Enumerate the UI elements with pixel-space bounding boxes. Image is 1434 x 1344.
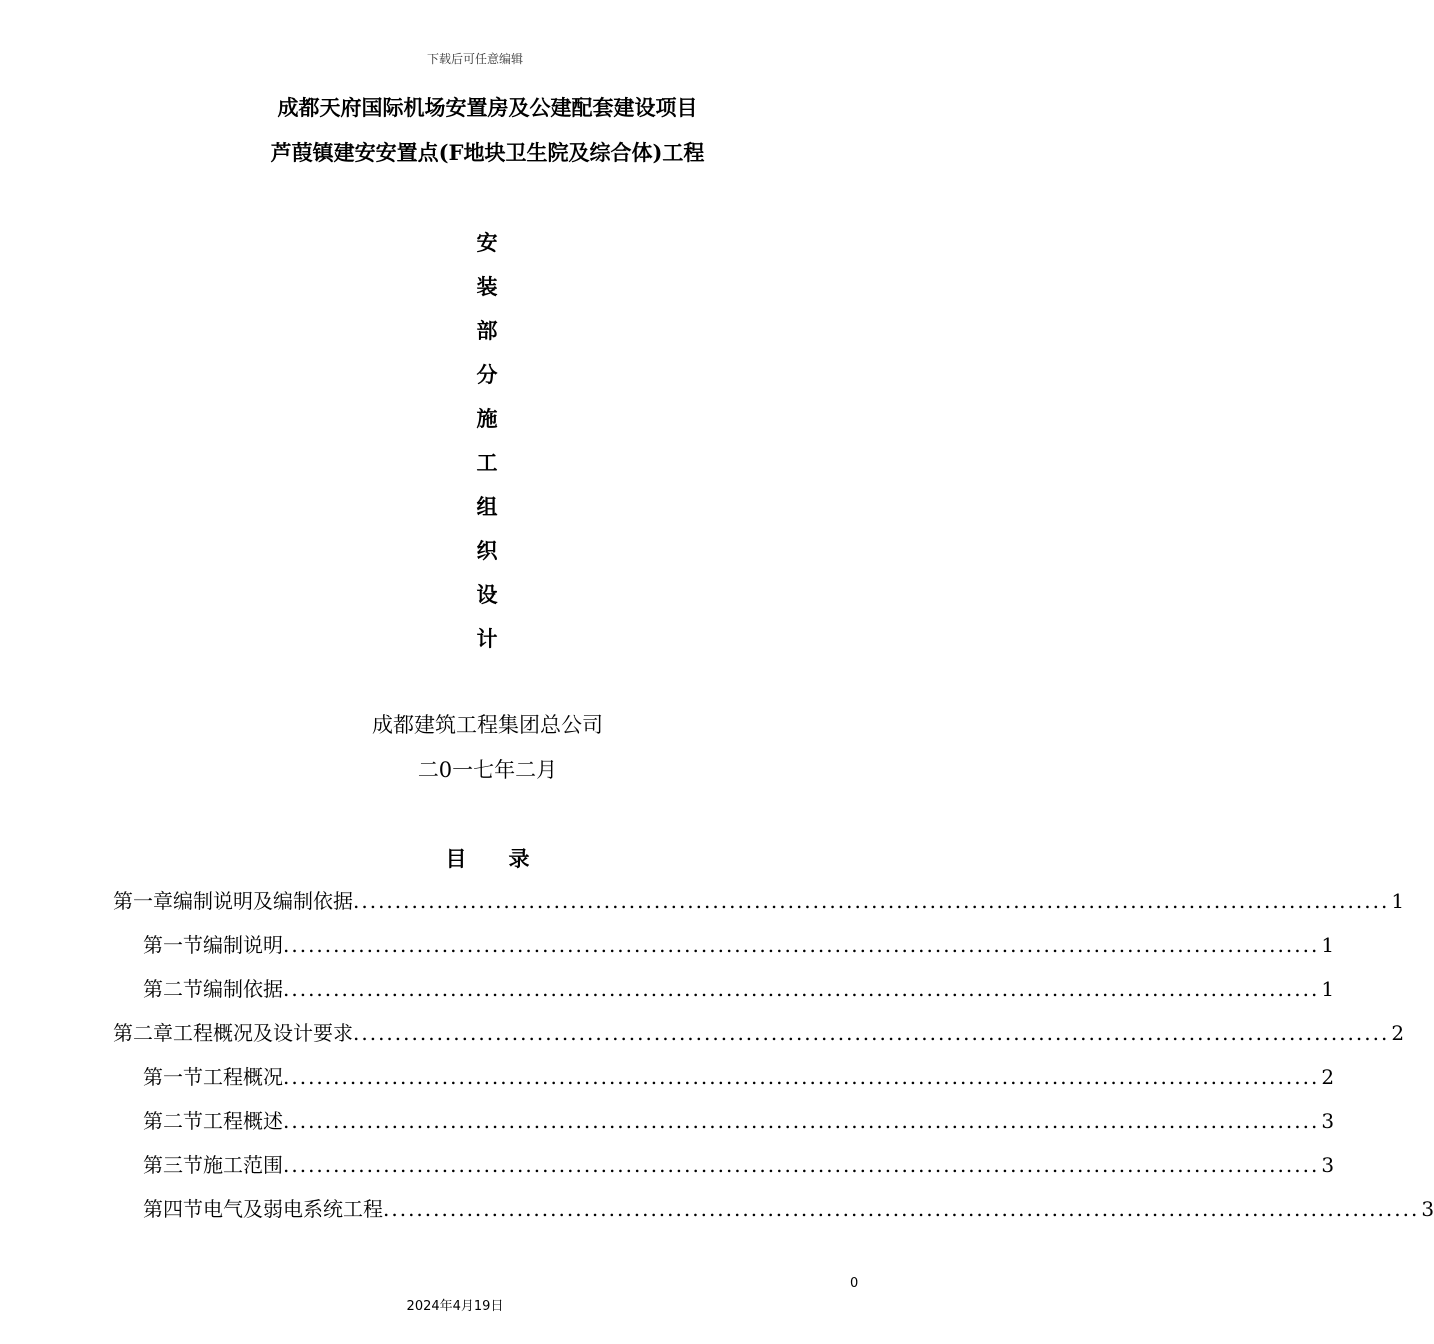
toc-entry[interactable] [113, 1150, 1335, 1194]
document-title-line-1: 成都天府国际机场安置房及公建配套建设项目 [277, 95, 698, 120]
toc-entry-page: 1 [1321, 977, 1335, 1001]
toc-entry-number: 第四节 [143, 1197, 203, 1221]
toc-entry-number: 第三节 [143, 1153, 203, 1177]
header-note: 下载后可任意编辑 [426, 52, 523, 66]
toc-entry[interactable] [113, 974, 1335, 1018]
vertical-title-char: 安 [476, 230, 498, 255]
document-title-line-2: 芦葭镇建安安置点(F地块卫生院及综合体)工程 [270, 140, 705, 165]
vertical-title-char: 施 [476, 406, 498, 431]
toc-entry-page: 2 [1321, 1065, 1335, 1089]
toc-leader: ............................................................................................................................ [283, 933, 1320, 957]
vertical-title-char: 设 [476, 582, 498, 607]
toc-leader: ............................................................................................................................ [283, 1109, 1320, 1133]
toc-entry-label: 编制说明及编制依据 [173, 889, 353, 913]
vertical-title [470, 228, 504, 668]
toc-entry-page: 2 [1391, 1021, 1405, 1045]
toc-entry[interactable] [113, 1062, 1335, 1106]
toc-entry-number: 第一节 [143, 933, 203, 957]
vertical-title-char: 织 [476, 538, 498, 563]
toc-entry-label: 工程概述 [203, 1109, 283, 1133]
toc-entry-page: 1 [1391, 889, 1405, 913]
vertical-title-char: 计 [476, 626, 498, 651]
toc-entry-number: 第一节 [143, 1065, 203, 1089]
toc-entry-number: 第二章 [113, 1021, 173, 1045]
toc-entry-page: 3 [1321, 1109, 1335, 1133]
toc-entry-label: 编制依据 [203, 977, 283, 1001]
toc-leader: ............................................................................................................................ [283, 977, 1320, 1001]
toc-entry-label: 施工范围 [203, 1153, 283, 1177]
toc-heading-left: 目 [445, 846, 467, 871]
toc-entry[interactable] [113, 886, 1405, 930]
vertical-title-char: 分 [476, 362, 498, 387]
table-of-contents [113, 886, 1434, 1238]
toc-leader: ............................................................................................................................ [353, 1021, 1390, 1045]
vertical-title-char: 部 [476, 318, 498, 343]
document-date: 二0一七年二月 [417, 758, 558, 782]
toc-entry[interactable] [113, 1106, 1335, 1150]
toc-entry-page: 3 [1421, 1197, 1434, 1221]
toc-leader: ............................................................................................................................ [283, 1153, 1320, 1177]
toc-entry-label: 工程概况及设计要求 [173, 1021, 353, 1045]
toc-heading-right: 录 [508, 846, 530, 871]
vertical-title-char: 装 [476, 274, 498, 299]
footer-date: 2024年4月19日 [406, 1299, 504, 1314]
toc-entry-page: 1 [1321, 933, 1335, 957]
toc-entry-number: 第二节 [143, 977, 203, 1001]
toc-entry[interactable] [113, 1194, 1434, 1238]
toc-entry-number: 第一章 [113, 889, 173, 913]
company-name: 成都建筑工程集团总公司 [372, 713, 603, 737]
page-number: 0 [850, 1276, 859, 1291]
toc-entry[interactable] [113, 930, 1335, 974]
toc-entry-number: 第二节 [143, 1109, 203, 1133]
toc-leader: ............................................................................................................................ [353, 889, 1390, 913]
toc-entry-label: 工程概况 [203, 1065, 283, 1089]
toc-entry-label: 电气及弱电系统工程 [203, 1197, 383, 1221]
toc-entry-label: 编制说明 [203, 933, 283, 957]
vertical-title-char: 工 [476, 450, 498, 475]
toc-entry-page: 3 [1321, 1153, 1335, 1177]
toc-leader: ............................................................................................................................ [383, 1197, 1420, 1221]
toc-heading [0, 843, 975, 873]
toc-entry[interactable] [113, 1018, 1405, 1062]
toc-leader: ............................................................................................................................ [283, 1065, 1320, 1089]
vertical-title-char: 组 [476, 494, 498, 519]
